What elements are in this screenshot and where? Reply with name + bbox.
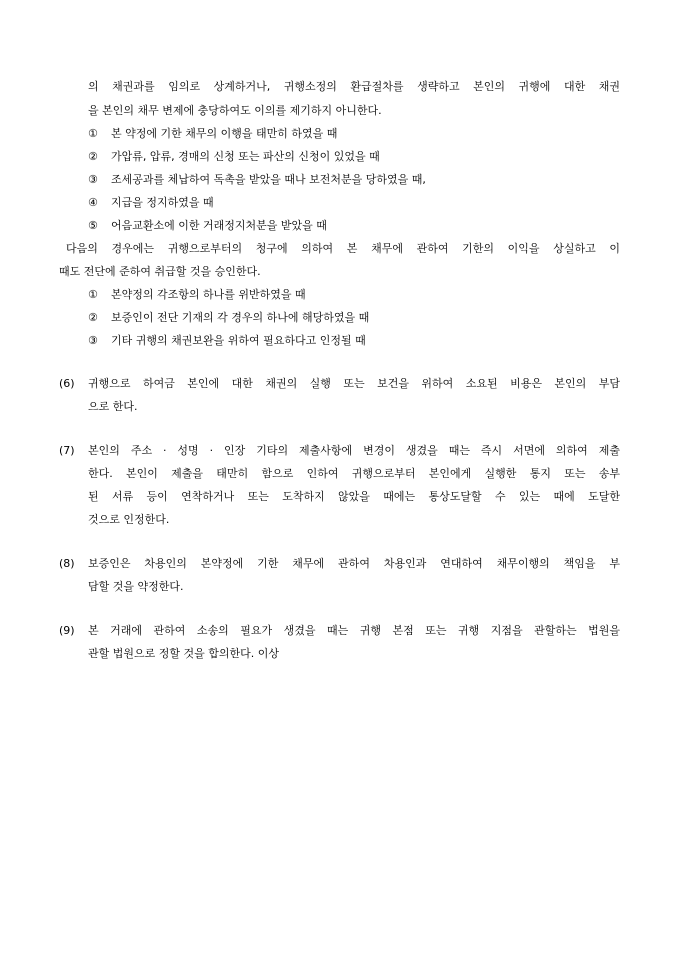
list1-mark-1: ① bbox=[88, 127, 98, 140]
clause-9-number: (9) bbox=[59, 624, 75, 637]
list2-item-1: 본약정의 각조항의 하나를 위반하였을 때 bbox=[111, 288, 306, 301]
list2-mark-1: ① bbox=[88, 288, 98, 301]
clause-9-line-1: 본 거래에 관하여 소송의 필요가 생겼을 때는 귀행 본점 또는 귀행 지점을 관할하는 법원을 bbox=[88, 624, 620, 637]
list2-item-2: 보증인이 전단 기재의 각 경우의 하나에 해당하였을 때 bbox=[111, 311, 370, 324]
intro-line-1: 의 채권과를 임의로 상계하거나, 귀행소정의 환급절차를 생략하고 본인의 귀행에 대한 채권 bbox=[88, 80, 620, 93]
clause-9-line-2: 관할 법원으로 정할 것을 합의한다. 이상 bbox=[88, 647, 279, 660]
list2-mark-2: ② bbox=[88, 311, 98, 324]
list2-mark-3: ③ bbox=[88, 334, 98, 347]
list1-mark-5: ⑤ bbox=[88, 219, 98, 232]
list1-mark-4: ④ bbox=[88, 196, 98, 209]
list2-item-3: 기타 귀행의 채권보완을 위하여 필요하다고 인정될 때 bbox=[111, 334, 366, 347]
clause-7-number: (7) bbox=[59, 444, 75, 457]
list1-item-2: 가압류, 압류, 경매의 신청 또는 파산의 신청이 있었을 때 bbox=[111, 150, 380, 163]
list1-item-5: 어음교환소에 이한 거래정지처분을 받았을 때 bbox=[111, 219, 327, 232]
para2-line-2: 때도 전단에 준하여 취급할 것을 승인한다. bbox=[59, 265, 261, 278]
intro-line-2: 을 본인의 채무 변제에 충당하여도 이의를 제기하지 아니한다. bbox=[88, 104, 382, 117]
list1-item-3: 조세공과를 체납하여 독촉을 받았을 때나 보전처분을 당하였을 때, bbox=[111, 173, 426, 186]
clause-8-line-1: 보증인은 차용인의 본약정에 기한 채무에 관하여 차용인과 연대하여 채무이행의 책임을 부 bbox=[88, 557, 620, 570]
para2-line-1: 다음의 경우에는 귀행으로부터의 청구에 의하여 본 채무에 관하여 기한의 이익을 상실하고 이 bbox=[66, 242, 620, 255]
clause-7-line-2: 한다. 본인이 제출을 태만히 함으로 인하여 귀행으로부터 본인에게 실행한 통지 또는 송부 bbox=[88, 467, 620, 480]
clause-6-number: (6) bbox=[59, 377, 75, 390]
clause-7-line-4: 것으로 인정한다. bbox=[88, 513, 170, 526]
list1-item-1: 본 약정에 기한 채무의 이행을 태만히 하였을 때 bbox=[111, 127, 338, 140]
list1-item-4: 지급을 정지하였을 때 bbox=[111, 196, 214, 209]
list1-mark-2: ② bbox=[88, 150, 98, 163]
clause-8-number: (8) bbox=[59, 557, 75, 570]
clause-6-line-1: 귀행으로 하여금 본인에 대한 채권의 실행 또는 보건을 위하여 소요된 비용은 본인의 부담 bbox=[88, 377, 620, 390]
list1-mark-3: ③ bbox=[88, 173, 98, 186]
clause-6-line-2: 으로 한다. bbox=[88, 400, 138, 413]
clause-7-line-1: 본인의 주소 · 성명 · 인장 기타의 제출사항에 변경이 생겼을 때는 즉시 서면에 의하여 제출 bbox=[88, 444, 620, 457]
clause-7-line-3: 된 서류 등이 연착하거나 또는 도착하지 않았을 때에는 통상도달할 수 있는 때에 도달한 bbox=[88, 490, 620, 503]
clause-8-line-2: 담할 것을 약정한다. bbox=[88, 580, 184, 593]
